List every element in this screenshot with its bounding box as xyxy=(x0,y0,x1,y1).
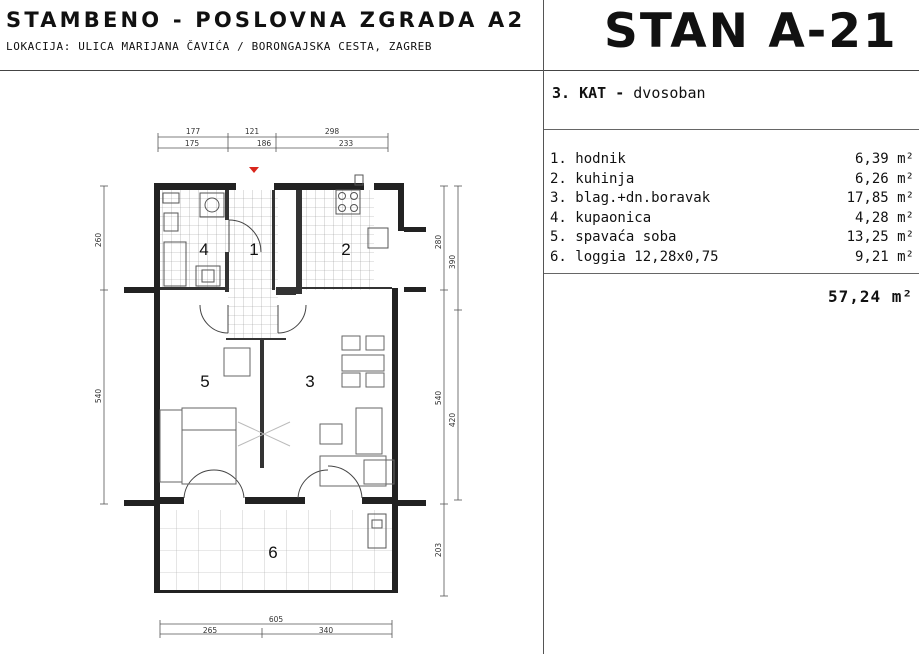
dim-label: 390 xyxy=(448,254,457,270)
dim-label: 298 xyxy=(324,127,340,136)
dim-label: 540 xyxy=(94,388,103,404)
dim-label: 177 xyxy=(185,127,201,136)
room-row xyxy=(550,209,914,229)
room-name: 2. kuhinja xyxy=(550,170,635,187)
unit-title: STAN A-21 xyxy=(604,4,898,59)
room-name: 5. spavaća soba xyxy=(550,229,677,246)
vertical-divider xyxy=(543,0,544,654)
kitchen-tiles xyxy=(302,190,374,290)
room-area: 4,28 m² xyxy=(854,209,914,226)
dim-label: 605 xyxy=(268,615,284,624)
dim-label: 540 xyxy=(434,390,443,406)
dim-label: 203 xyxy=(434,542,443,558)
room-label: 1 xyxy=(249,240,259,259)
room-area: 9,21 m² xyxy=(854,248,914,265)
room-label: 5 xyxy=(200,372,210,391)
bedroom-furniture xyxy=(160,348,250,484)
header-left xyxy=(0,0,543,71)
location-text: LOKACIJA: ULICA MARIJANA ČAVIĆA / BORONGAJSKA CESTA, ZAGREB xyxy=(6,40,433,53)
room-row xyxy=(550,248,914,268)
dim-label: 175 xyxy=(184,139,200,148)
dim-label: 265 xyxy=(202,626,218,635)
room-name: 6. loggia 12,28x0,75 xyxy=(550,248,719,265)
dim-label: 420 xyxy=(448,412,457,428)
room-label: 3 xyxy=(305,372,315,391)
dim-label: 280 xyxy=(434,234,443,250)
room-list xyxy=(550,150,914,268)
building-title: STAMBENO - POSLOVNA ZGRADA A2 xyxy=(6,8,526,32)
dim-label: 340 xyxy=(318,626,334,635)
room-name: 3. blag.+dn.boravak xyxy=(550,190,711,207)
unit-type: dvosoban xyxy=(633,84,706,102)
total-area: 57,24 m² xyxy=(827,287,913,306)
room-label: 6 xyxy=(268,543,278,562)
floor-info xyxy=(552,84,706,102)
room-row xyxy=(550,170,914,190)
divider-rooms-top xyxy=(544,129,919,130)
floor-plan xyxy=(0,71,543,654)
room-name: 1. hodnik xyxy=(550,151,626,167)
room-area: 17,85 m² xyxy=(846,190,914,207)
header-right xyxy=(544,0,919,71)
room-area: 13,25 m² xyxy=(846,229,914,246)
room-name: 4. kupaonica xyxy=(550,209,652,226)
dim-label: 233 xyxy=(338,139,354,148)
room-row xyxy=(550,150,914,170)
entrance-marker xyxy=(249,167,259,173)
room-label: 4 xyxy=(199,240,209,259)
dim-label: 121 xyxy=(244,127,260,136)
dim-label: 260 xyxy=(94,232,103,248)
room-row xyxy=(550,189,914,209)
room-label: 2 xyxy=(341,240,351,259)
floor-label: 3. KAT - xyxy=(552,84,625,102)
room-area: 6,26 m² xyxy=(854,170,914,187)
dim-label: 186 xyxy=(256,139,272,148)
room-row xyxy=(550,228,914,248)
divider-total xyxy=(544,273,919,274)
hall-tiles xyxy=(228,290,278,338)
living-furniture xyxy=(320,336,394,486)
room-area: 6,39 m² xyxy=(854,151,914,167)
